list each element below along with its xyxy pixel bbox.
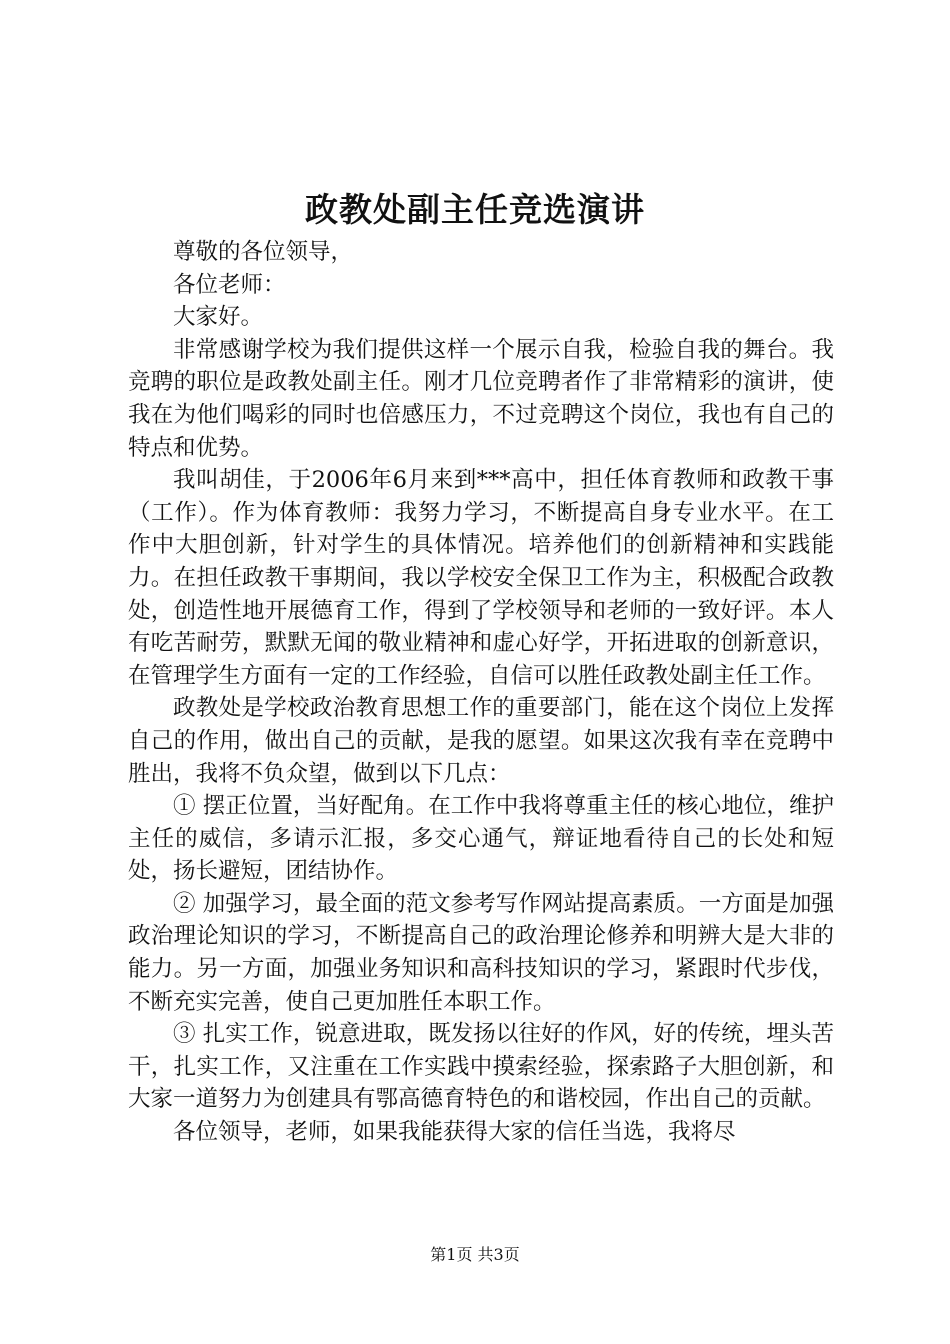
paragraph-department: 政教处是学校政治教育思想工作的重要部门，能在这个岗位上发挥自己的作用，做出自己的贡献，是我的愿望。如果这次我有幸在竞聘中胜出，我将不负众望，做到以下几点： [128, 695, 834, 787]
salutation-leaders: 尊敬的各位领导， [173, 239, 354, 265]
paragraph-self-introduction: 我叫胡佳，于2006年6月来到***高中，担任体育教师和政教干事（工作）。作为体育教师：我努力学习，不断提高自身专业水平。在工作中大胆创新，针对学生的具体情况。培养他们的创新精神和实践能力。在担任政教干事期间，我以学校安全保卫工作为主，积极配合政教处，创造性地开展德育工作，得到了学校领导和老师的一致好评。本人有吃苦耐劳，默默无闻的敬业精神和虚心好学，开拓进取的创新意识，在管理学生方面有一定的工作经验，自信可以胜任政教处副主任工作。 [128, 467, 834, 689]
point-two: ② 加强学习，最全面的范文参考写作网站提高素质。一方面是加强政治理论知识的学习，不断提高自己的政治理论修养和明辨大是大非的能力。另一方面，加强业务知识和高科技知识的学习，紧跟时代步伐，不断充实完善，使自己更加胜任本职工作。 [128, 890, 834, 1015]
point-three: ③ 扎实工作，锐意进取，既发扬以往好的作风，好的传统，埋头苦干，扎实工作，又注重在工作实践中摸索经验，探索路子大胆创新，和大家一道努力为创建具有鄂高德育特色的和谐校园，作出自己的贡献。 [128, 1021, 834, 1113]
greeting: 大家好。 [173, 304, 264, 331]
document-title: 政教处副主任竞选演讲 [305, 190, 645, 229]
paragraph-intro: 非常感谢学校为我们提供这样一个展示自我，检验自我的舞台。我竞聘的职位是政教处副主任。刚才几位竞聘者作了非常精彩的演讲，使我在为他们喝彩的同时也倍感压力，不过竞聘这个岗位，我也有自己的特点和优势。 [128, 336, 834, 461]
page-number-footer: 第1页 共3页 [430, 1245, 520, 1264]
paragraph-closing: 各位领导，老师，如果我能获得大家的信任当选，我将尽 [173, 1119, 736, 1146]
salutation-teachers: 各位老师： [173, 271, 286, 298]
document-body [128, 236, 834, 1149]
point-one: ① 摆正位置，当好配角。在工作中我将尊重主任的核心地位，维护主任的威信，多请示汇报，多交心通气，辩证地看待自己的长处和短处，扬长避短，团结协作。 [128, 793, 834, 885]
